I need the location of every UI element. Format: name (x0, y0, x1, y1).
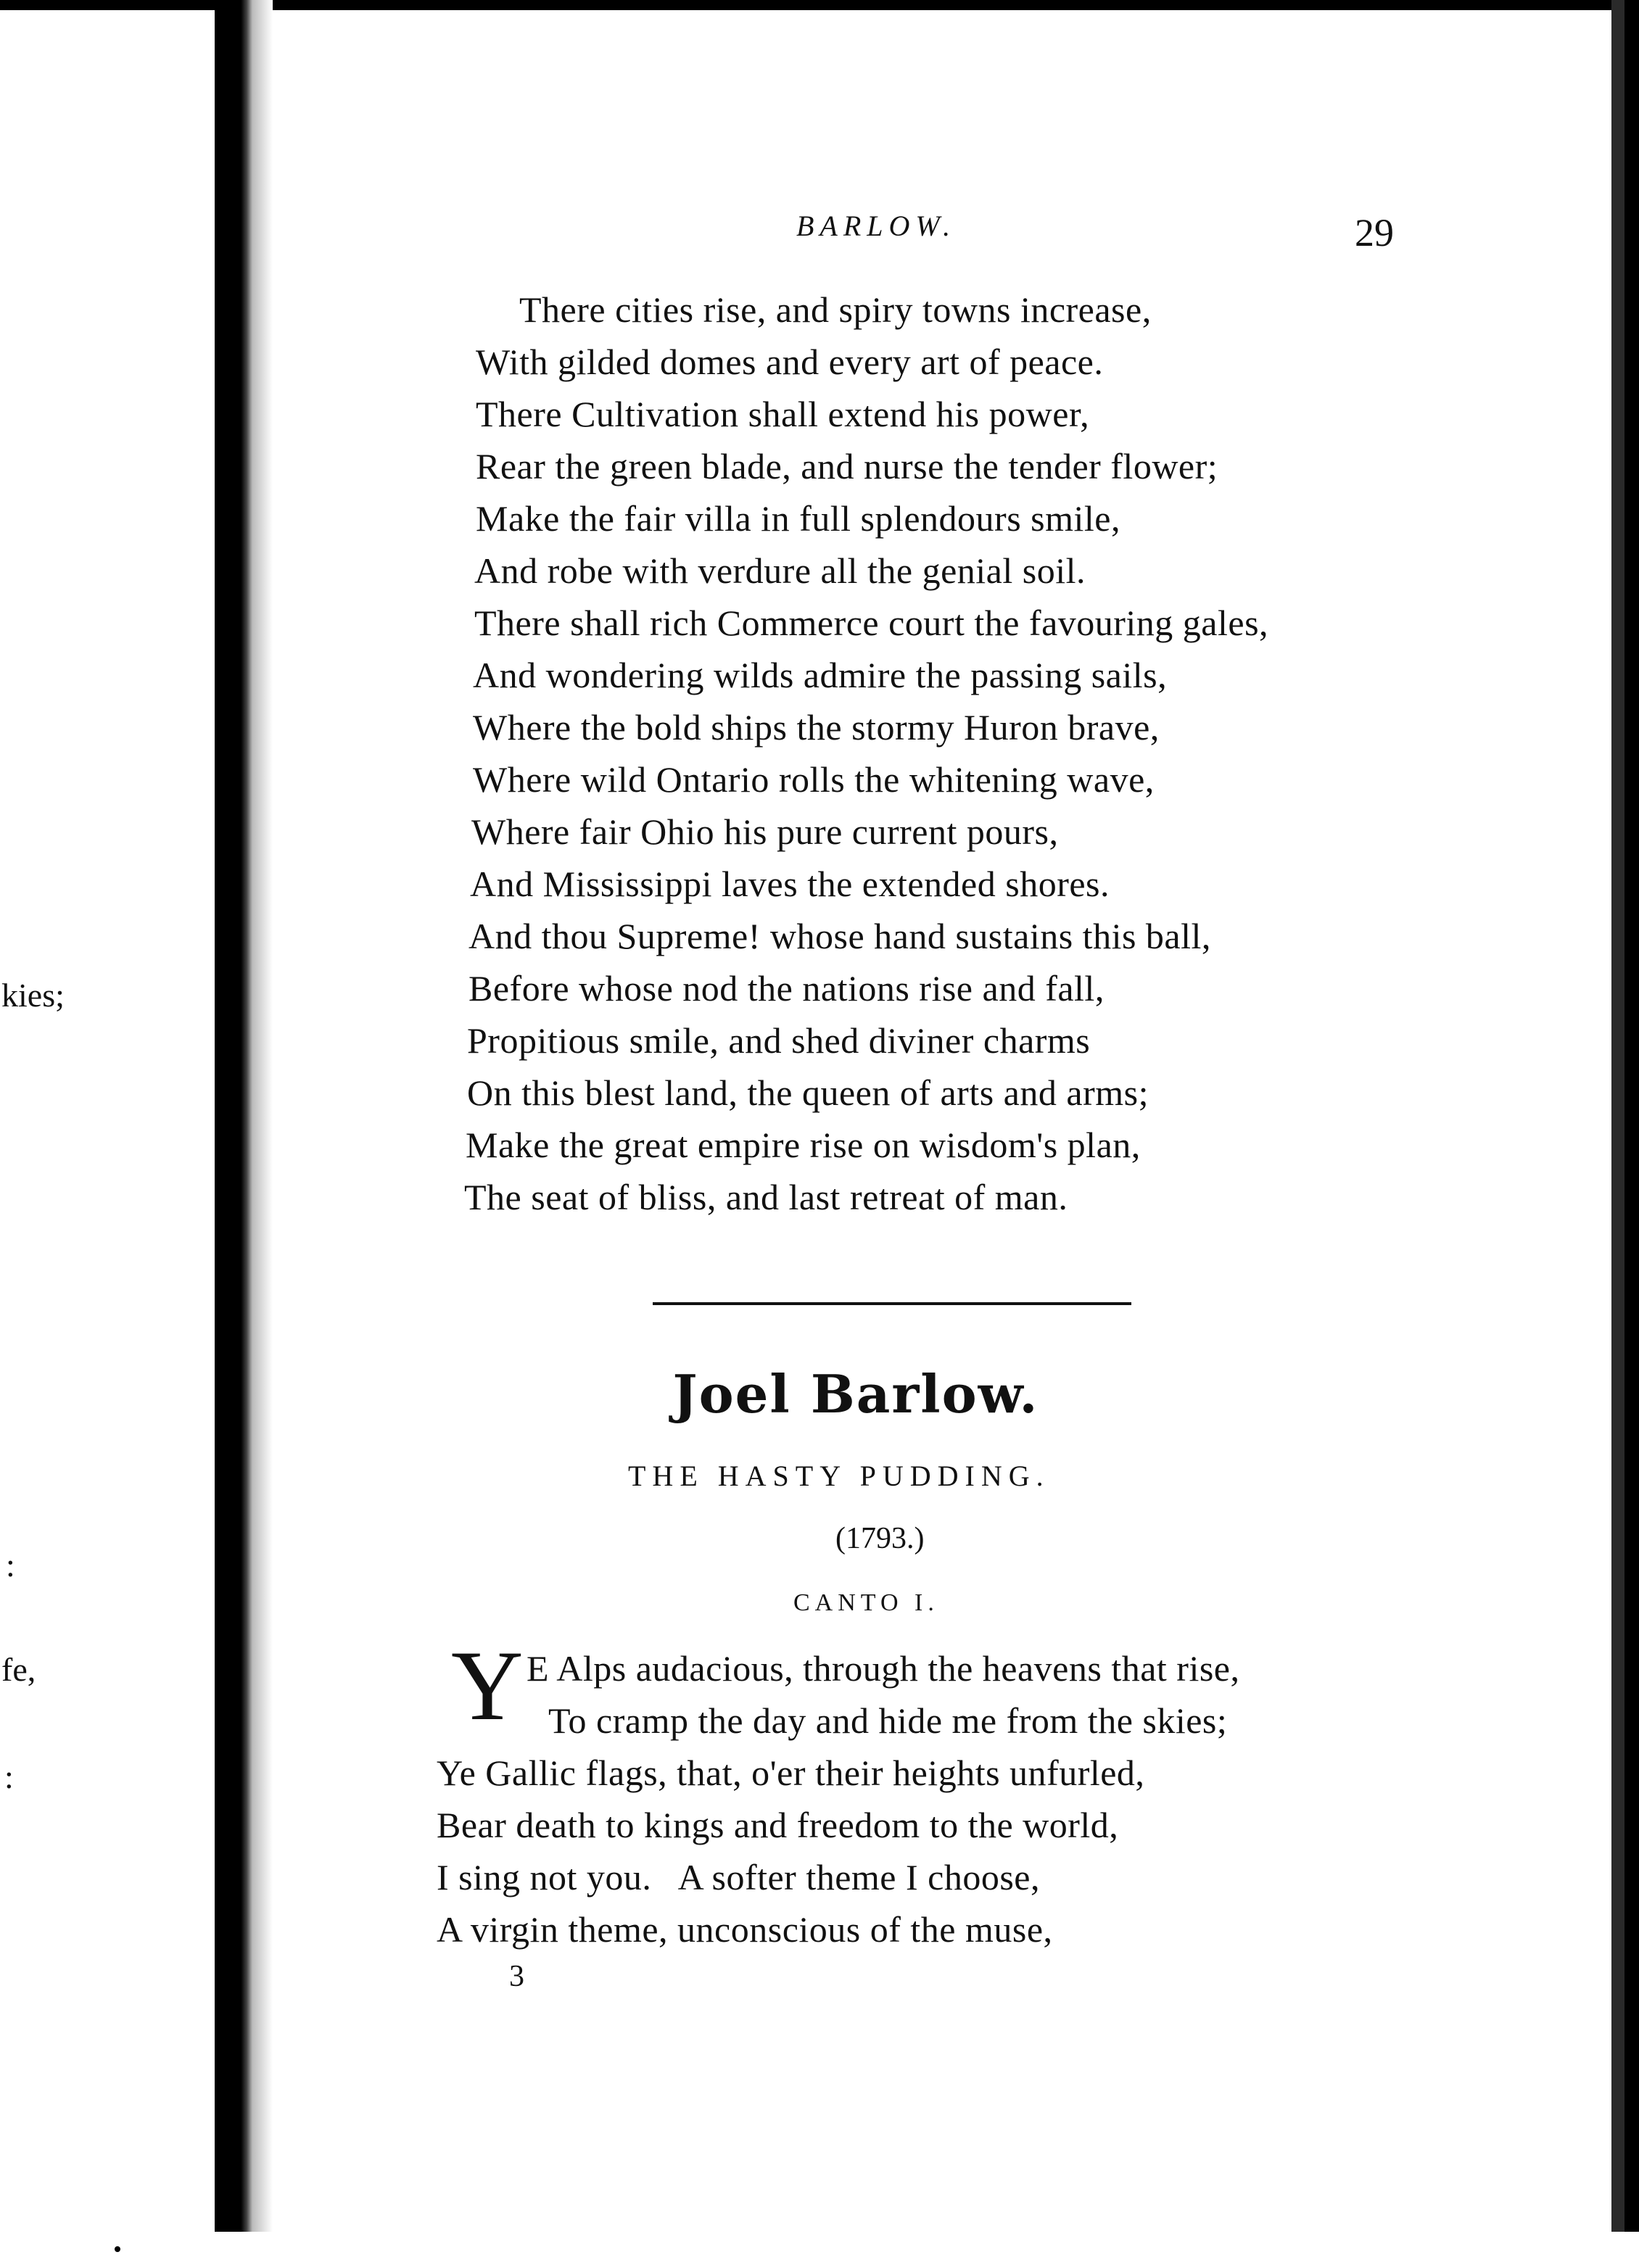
poem-date: (1793.) (835, 1522, 925, 1555)
verse-line: And thou Supreme! whose hand sustains this ball, (468, 916, 1211, 956)
canto-heading: CANTO I. (793, 1589, 939, 1616)
verse-line: Where wild Ontario rolls the whitening wave, (473, 759, 1155, 800)
verse-line: Rear the green blade, and nurse the tender flower; (476, 446, 1218, 487)
running-head: BARLOW. (796, 210, 957, 242)
verse-line: The seat of bliss, and last retreat of man. (464, 1177, 1068, 1217)
scan-speck (115, 2246, 120, 2252)
verse-line: Where the bold ships the stormy Huron brave, (473, 707, 1160, 748)
verse-line: Make the great empire rise on wisdom's plan, (466, 1125, 1141, 1165)
drop-cap: Y (451, 1630, 524, 1741)
verse-line: Make the fair villa in full splendours smile, (476, 498, 1120, 539)
verse-line: E Alps audacious, through the heavens that rise, (527, 1648, 1240, 1689)
verse-line: I sing not you. A softer theme I choose, (437, 1857, 1040, 1897)
facing-page-fragment: fe, (1, 1651, 36, 1688)
book-gutter (215, 0, 252, 2233)
verse-line: There shall rich Commerce court the favouring gales, (474, 603, 1269, 643)
verse-line: On this blest land, the queen of arts and arms; (467, 1072, 1149, 1113)
verse-line: There Cultivation shall extend his power, (476, 394, 1090, 434)
verse-line: And robe with verdure all the genial soil. (474, 550, 1086, 591)
facing-page-fragment: : (6, 1547, 15, 1584)
verse-line: Where fair Ohio his pure current pours, (471, 811, 1059, 852)
section-rule (653, 1302, 1131, 1305)
author-heading: Joel Barlow. (672, 1363, 1039, 1425)
scan-border-right (1624, 0, 1639, 2268)
scan-border-right-shadow (1611, 0, 1624, 2268)
verse-line: With gilded domes and every art of peace. (476, 342, 1104, 382)
page-number: 29 (1355, 211, 1394, 254)
verse-line: Bear death to kings and freedom to the world, (437, 1805, 1119, 1845)
verse-line: Ye Gallic flags, that, o'er their heights unfurled, (437, 1752, 1145, 1793)
facing-page-fragment: : (4, 1758, 14, 1795)
gutter-shadow (252, 0, 273, 2233)
verse-line: And Mississippi laves the extended shores. (470, 864, 1110, 904)
verse-line: Before whose nod the nations rise and fall, (468, 968, 1105, 1009)
facing-page-fragment: kies; (1, 977, 65, 1014)
verse-line: Propitious smile, and shed diviner charms (467, 1020, 1091, 1061)
verse-line: To cramp the day and hide me from the skies; (548, 1700, 1228, 1741)
verse-line: And wondering wilds admire the passing sails, (473, 655, 1168, 695)
verse-line: There cities rise, and spiry towns increase, (519, 289, 1152, 330)
poem-title: THE HASTY PUDDING. (628, 1460, 1050, 1492)
signature-mark: 3 (509, 1960, 524, 1993)
verse-line: A virgin theme, unconscious of the muse, (437, 1909, 1053, 1950)
scan-border-bottom (0, 2232, 1639, 2268)
